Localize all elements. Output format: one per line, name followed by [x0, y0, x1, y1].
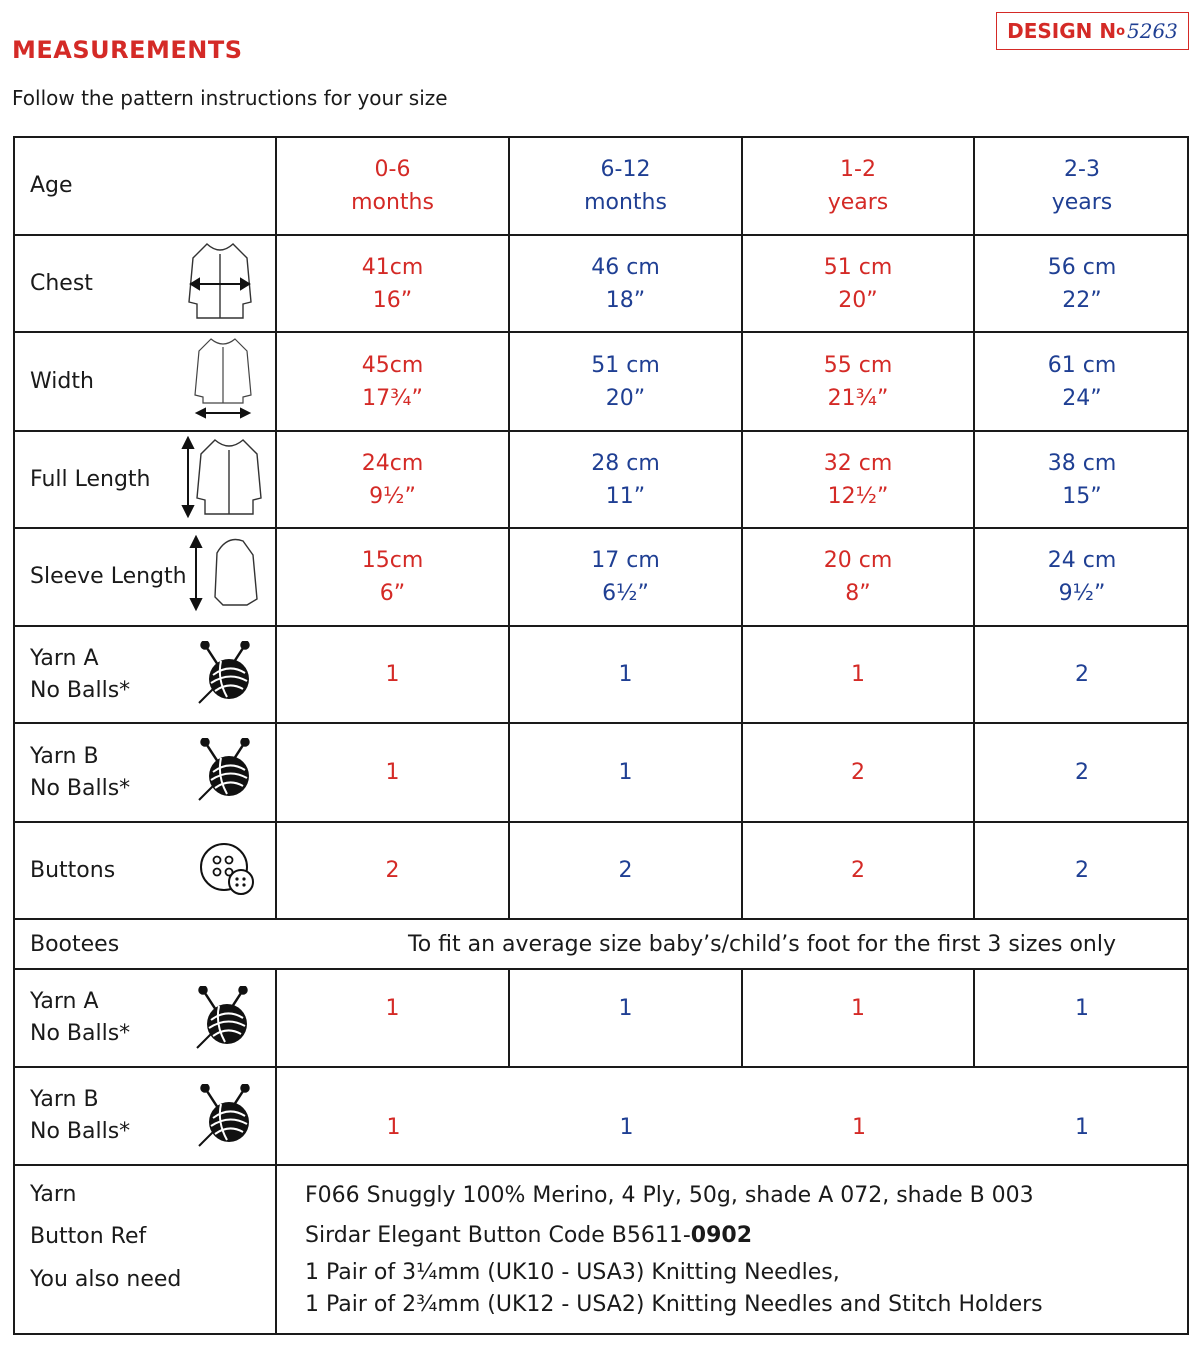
age-value: 2-3: [1064, 157, 1100, 182]
width-cell: [510, 333, 743, 430]
age-cell: [277, 138, 510, 234]
materials-labels: [15, 1166, 277, 1333]
width-cm: 61 cm: [1047, 352, 1117, 378]
sleeve-length-cell: [975, 529, 1189, 625]
bootees-note: To fit an average size baby’s/child’s foot for the first 3 sizes only: [408, 931, 1116, 957]
yarn-label: Yarn: [30, 1182, 77, 1207]
row-buttons: [15, 823, 1187, 920]
width-cm: 51 cm: [591, 352, 660, 378]
age-value: 6-12: [600, 157, 651, 182]
yarn-a-cell: 1: [277, 627, 510, 722]
yarn-b-cell: 2: [1075, 760, 1089, 785]
yarn-b-cell: 1: [510, 724, 743, 821]
row-sleeve-length: [15, 529, 1187, 627]
bootees-yarn-a-cell: 1: [743, 970, 975, 1066]
width-in: 24”: [1062, 385, 1102, 411]
chest-cm: 51 cm: [823, 254, 893, 280]
chest-cell: [277, 236, 510, 331]
bootees-yarn-b-cell: 1: [619, 1115, 634, 1140]
page-title: MEASUREMENTS: [12, 36, 243, 64]
design-number: 5263: [1127, 19, 1178, 43]
yarn-a-cell: 2: [1075, 662, 1089, 687]
age-cell: [975, 138, 1189, 234]
sleeve-length-arrow-icon: [187, 535, 263, 615]
age-cell: [743, 138, 975, 234]
full-length-cell: [743, 432, 975, 527]
bootees-yarn-b-cell: 1: [852, 1115, 866, 1140]
sleeve-length-in: 8”: [845, 581, 871, 606]
yarn-ball-needles-icon: [197, 641, 253, 705]
yarn-ball-needles-icon: [197, 738, 253, 802]
row-bootees-yarn-b: [15, 1068, 1187, 1166]
row-label: [15, 1068, 277, 1164]
row-age: [15, 138, 1187, 236]
buttons-cell: 2: [510, 823, 743, 918]
yarn-ball-needles-icon: [195, 986, 251, 1050]
sleeve-length-cm: 17 cm: [591, 548, 660, 573]
full-length-cell: [277, 432, 510, 527]
sleeve-length-cm: 15cm: [361, 548, 424, 573]
row-label: [15, 724, 277, 821]
needles-detail-2: 1 Pair of 2¾mm (UK12 - USA2) Knitting Needles and Stitch Holders: [305, 1292, 1043, 1317]
age-value: 0-6: [374, 157, 411, 182]
button-icon: [197, 841, 257, 899]
design-label: DESIGN N: [1007, 19, 1117, 43]
full-length-in: 12½”: [827, 483, 889, 509]
chest-in: 22”: [1062, 287, 1102, 313]
button-ref-label: Button Ref: [30, 1224, 147, 1249]
instructions-text: Follow the pattern instructions for your size: [12, 86, 448, 110]
chest-cell: [510, 236, 743, 331]
bootees-yarn-b-label: Yarn B: [30, 1087, 99, 1112]
sleeve-length-in: 6”: [379, 581, 406, 606]
sleeve-length-cell: [277, 529, 510, 625]
row-materials: [15, 1166, 1187, 1333]
yarn-b-label: Yarn B: [30, 743, 99, 769]
age-value: 1-2: [840, 157, 876, 182]
width-cm: 55 cm: [823, 352, 893, 378]
yarn-a-cell: 1: [510, 627, 743, 722]
row-bootees-yarn-a: [15, 970, 1187, 1068]
cardigan-chest-arrow-icon: [185, 240, 255, 324]
bootees-yarn-b-sublabel: No Balls*: [30, 1119, 131, 1144]
yarn-b-cell: 1: [277, 724, 510, 821]
row-label: [15, 432, 277, 527]
yarn-a-cell: 1: [743, 627, 975, 722]
button-ref-code: 0902: [690, 1223, 753, 1248]
chest-cell: [975, 236, 1189, 331]
also-need-label: You also need: [30, 1267, 182, 1292]
full-length-in: 11”: [605, 483, 646, 509]
yarn-ball-needles-icon: [197, 1084, 253, 1148]
chest-cm: 46 cm: [591, 254, 660, 280]
width-cm: 45cm: [361, 352, 424, 378]
materials-details: [277, 1166, 1187, 1333]
row-full-length: [15, 432, 1187, 529]
row-bootees: [15, 920, 1187, 970]
cardigan-length-arrow-icon: [177, 436, 267, 522]
full-length-cm: 24cm: [361, 450, 424, 476]
buttons-cell: 2: [743, 823, 975, 918]
bootees-yarn-a-cell: 1: [510, 970, 743, 1066]
full-length-cm: 32 cm: [823, 450, 893, 476]
sleeve-length-cm: 20 cm: [823, 548, 893, 573]
cardigan-width-arrow-icon: [191, 335, 255, 421]
full-length-cm: 38 cm: [1047, 450, 1117, 476]
width-label: Width: [30, 368, 94, 394]
yarn-a-sublabel: No Balls*: [30, 677, 131, 703]
measurements-table: [13, 136, 1189, 1335]
yarn-b-sublabel: No Balls*: [30, 775, 131, 801]
sleeve-length-cell: [743, 529, 975, 625]
buttons-cell: 2: [277, 823, 510, 918]
row-yarn-a: [15, 627, 1187, 724]
bootees-yarn-a-cell: 1: [277, 970, 510, 1066]
design-label-sup: o: [1116, 23, 1125, 39]
full-length-in: 15”: [1062, 483, 1102, 509]
chest-cell: [743, 236, 975, 331]
sleeve-length-in: 9½”: [1058, 581, 1106, 606]
full-length-label: Full Length: [30, 466, 151, 492]
row-chest: [15, 236, 1187, 333]
age-cell: [510, 138, 743, 234]
sleeve-length-cm: 24 cm: [1047, 548, 1117, 573]
chest-in: 20”: [838, 287, 878, 313]
width-in: 20”: [605, 385, 646, 411]
bootees-yarn-a-cell: 1: [1075, 996, 1089, 1021]
buttons-cell: 2: [1075, 858, 1089, 883]
row-label: [15, 823, 277, 918]
yarn-b-cell: 2: [743, 724, 975, 821]
width-in: 17¾”: [362, 385, 423, 411]
sleeve-length-in: 6½”: [602, 581, 649, 606]
sleeve-length-cell: [510, 529, 743, 625]
button-ref-prefix: Sirdar Elegant Button Code B5611-: [305, 1223, 691, 1248]
design-number-box: [996, 12, 1189, 50]
row-label: [15, 970, 277, 1066]
bootees-label: Bootees: [30, 931, 120, 957]
bootees-yarn-b-cell: 1: [386, 1115, 401, 1140]
yarn-a-label: Yarn A: [30, 645, 99, 671]
age-unit: months: [351, 190, 434, 215]
button-ref-detail: [305, 1223, 752, 1248]
chest-cm: 41cm: [361, 254, 424, 280]
row-label: [15, 627, 277, 722]
full-length-cell: [510, 432, 743, 527]
chest-in: 16”: [372, 287, 413, 313]
needles-detail-1: 1 Pair of 3¼mm (UK10 - USA3) Knitting Needles,: [305, 1260, 840, 1285]
chest-in: 18”: [605, 287, 646, 313]
full-length-cell: [975, 432, 1189, 527]
row-label: [15, 333, 277, 430]
chest-label: Chest: [30, 270, 93, 296]
row-width: [15, 333, 1187, 432]
width-cell: [277, 333, 510, 430]
row-label: [15, 529, 277, 625]
full-length-in: 9½”: [369, 483, 416, 509]
yarn-detail: F066 Snuggly 100% Merino, 4 Ply, 50g, shade A 072, shade B 003: [305, 1183, 1034, 1208]
bootees-yarn-a-sublabel: No Balls*: [30, 1021, 131, 1046]
age-unit: years: [827, 190, 889, 215]
age-label: Age: [30, 173, 73, 198]
age-unit: years: [1051, 190, 1113, 215]
width-cell: [975, 333, 1189, 430]
width-cell: [743, 333, 975, 430]
row-label: [15, 236, 277, 331]
width-in: 21¾”: [827, 385, 889, 411]
full-length-cm: 28 cm: [591, 450, 660, 476]
age-unit: months: [584, 190, 667, 215]
chest-cm: 56 cm: [1047, 254, 1117, 280]
row-yarn-b: [15, 724, 1187, 823]
sleeve-length-label: Sleeve Length: [30, 564, 187, 589]
buttons-label: Buttons: [30, 857, 116, 883]
bootees-yarn-b-cell: 1: [1075, 1115, 1089, 1140]
row-label: [15, 138, 277, 234]
bootees-yarn-a-label: Yarn A: [30, 989, 99, 1014]
